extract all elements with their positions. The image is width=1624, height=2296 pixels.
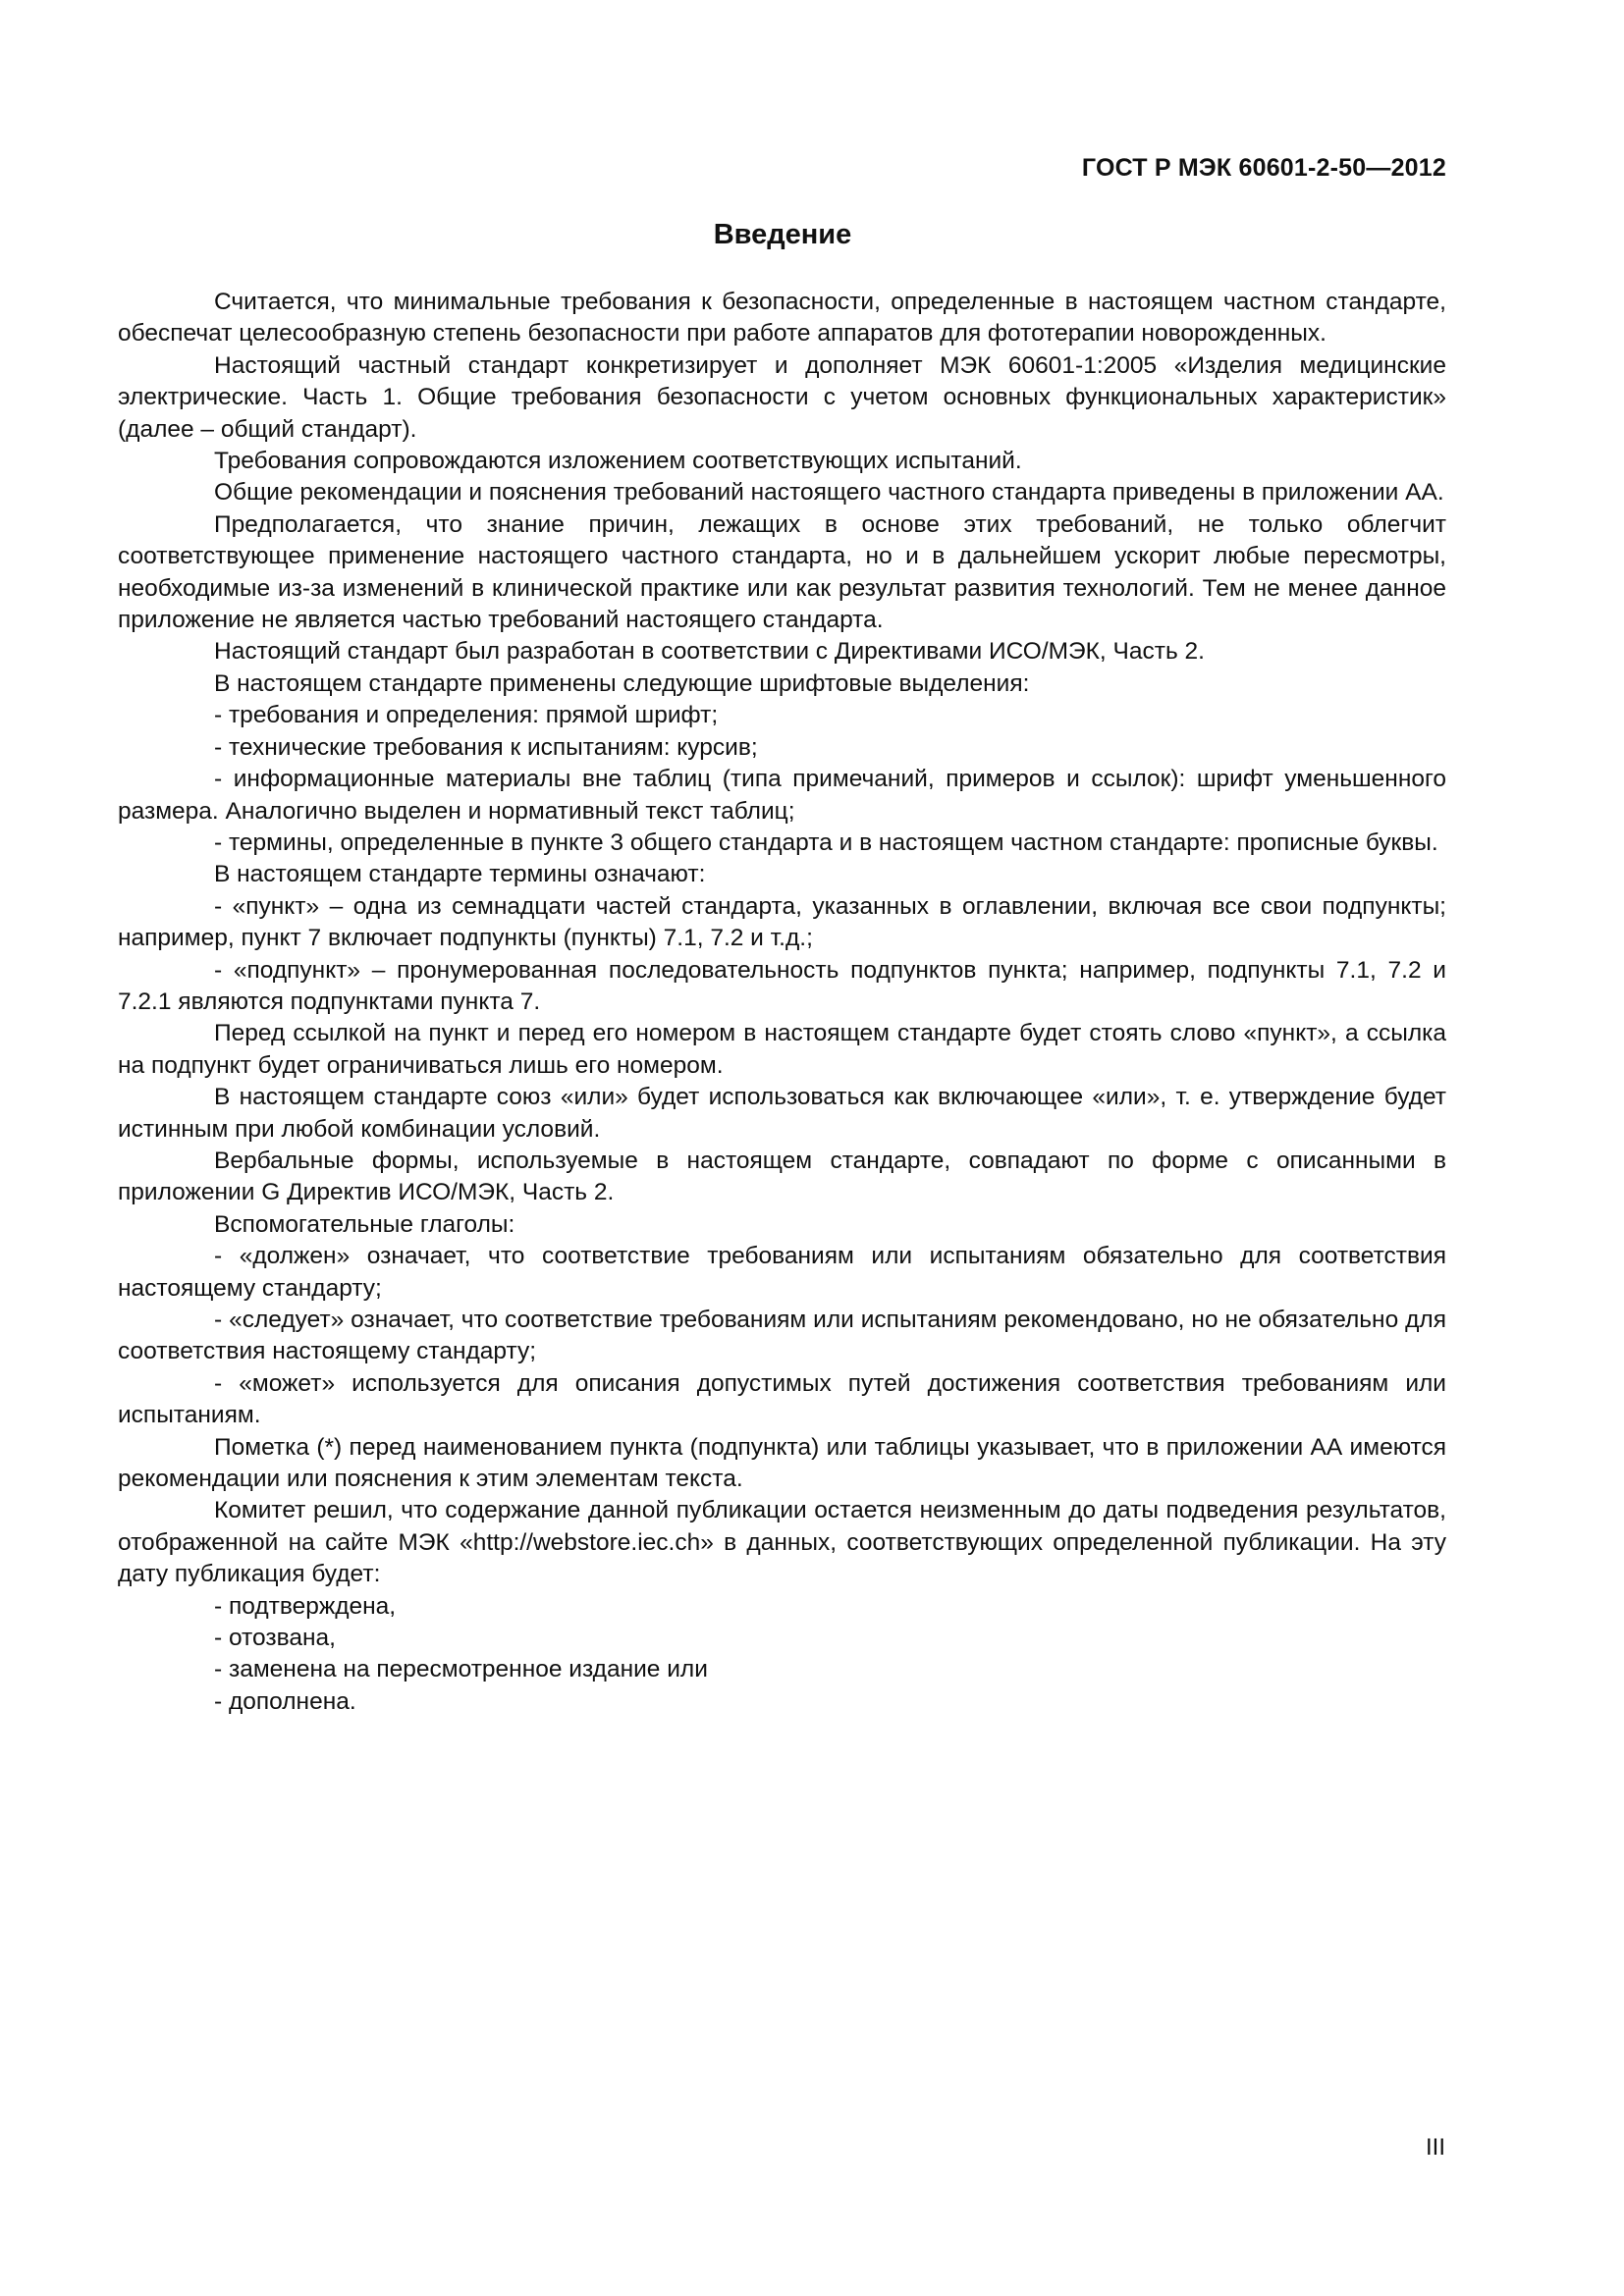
paragraph: Требования сопровождаются изложением соответствующих испытаний. (214, 448, 1022, 475)
paragraph: Считается, что минимальные требования к безопасности, определенные в настоящем частном стандарте, обеспечат целесообразную степень безопасности при работе аппаратов для фототерапии новорожденных. (118, 289, 1446, 347)
paragraph: Общие рекомендации и пояснения требований настоящего частного стандарта приведены в приложении АА. (214, 479, 1444, 507)
paragraph: Комитет решил, что содержание данной публикации остается неизменным до даты подведения результатов, отображенной на сайте МЭК «http://webstore.iec.ch» в данных, соответствующих определенной публикации. На эту дату публикация будет: (118, 1497, 1446, 1588)
list-item: - технические требования к испытаниям: курсив; (214, 733, 758, 761)
list-item: - информационные материалы вне таблиц (типа примечаний, примеров и ссылок): шрифт уменьшенного размера. Аналогично выделен и нормативный текст таблиц; (118, 766, 1446, 825)
paragraph: В настоящем стандарте союз «или» будет использоваться как включающее «или», т. е. утверждение будет истинным при любой комбинации условий. (118, 1084, 1446, 1143)
list-item: - подтверждена, (214, 1592, 397, 1620)
page-title: Введение (713, 219, 852, 250)
paragraph: Вспомогательные глаголы: (214, 1210, 515, 1238)
list-item: - «следует» означает, что соответствие требованиям или испытаниям рекомендовано, но не обязательно для соответствия настоящему стандарту; (118, 1307, 1446, 1365)
list-item: - отозвана, (214, 1625, 336, 1652)
paragraph: В настоящем стандарте применены следующие шрифтовые выделения: (214, 669, 1030, 697)
list-item: - дополнена. (214, 1687, 356, 1715)
list-item: - «может» используется для описания допустимых путей достижения соответствия требованиям или испытаниям. (118, 1369, 1446, 1429)
list-item: - заменена на пересмотренное издание или (214, 1656, 708, 1683)
paragraph: Настоящий стандарт был разработан в соответствии с Директивами ИСО/МЭК, Часть 2. (214, 638, 1205, 666)
document-body (118, 287, 1446, 1718)
paragraph: Вербальные формы, используемые в настоящем стандарте, совпадают по форме с описанными в приложении G Директив ИСО/МЭК, Часть 2. (118, 1147, 1446, 1206)
paragraph: Настоящий частный стандарт конкретизирует и дополняет МЭК 60601-1:2005 «Изделия медицинские электрические. Часть 1. Общие требования безопасности с учетом основных функциональных характеристик» (далее – общий стандарт). (118, 351, 1446, 443)
paragraph: В настоящем стандарте термины означают: (214, 861, 706, 888)
list-item: - термины, определенные в пункте 3 общего стандарта и в настоящем частном стандарте: прописные буквы. (214, 828, 1438, 856)
list-item: - требования и определения: прямой шрифт; (214, 702, 719, 729)
list-item: - «должен» означает, что соответствие требованиям или испытаниям обязательно для соответствия настоящему стандарту; (118, 1243, 1446, 1302)
page-number: III (1425, 2134, 1445, 2161)
paragraph: Пометка (*) перед наименованием пункта (подпункта) или таблицы указывает, что в приложении АА имеются рекомендации или пояснения к этим элементам текста. (118, 1433, 1446, 1493)
list-item: - «подпункт» – пронумерованная последовательность подпунктов пункта; например, подпункты 7.1, 7.2 и 7.2.1 являются подпунктами пункта 7. (118, 956, 1446, 1015)
document-code: ГОСТ Р МЭК 60601-2-50—2012 (1081, 154, 1446, 182)
paragraph: Перед ссылкой на пункт и перед его номером в настоящем стандарте будет стоять слово «пункт», а ссылка на подпункт будет ограничиваться лишь его номером. (118, 1020, 1446, 1079)
list-item: - «пункт» – одна из семнадцати частей стандарта, указанных в оглавлении, включая все свои подпункты; например, пункт 7 включает подпункты (пункты) 7.1, 7.2 и т.д.; (118, 892, 1446, 952)
paragraph: Предполагается, что знание причин, лежащих в основе этих требований, не только облегчит соответствующее применение настоящего частного стандарта, но и в дальнейшем ускорит любые пересмотры, необходимые из-за изменений в клинической практике или как результат развития технологий. Тем не менее данное приложение не является частью требований настоящего стандарта. (118, 510, 1446, 634)
